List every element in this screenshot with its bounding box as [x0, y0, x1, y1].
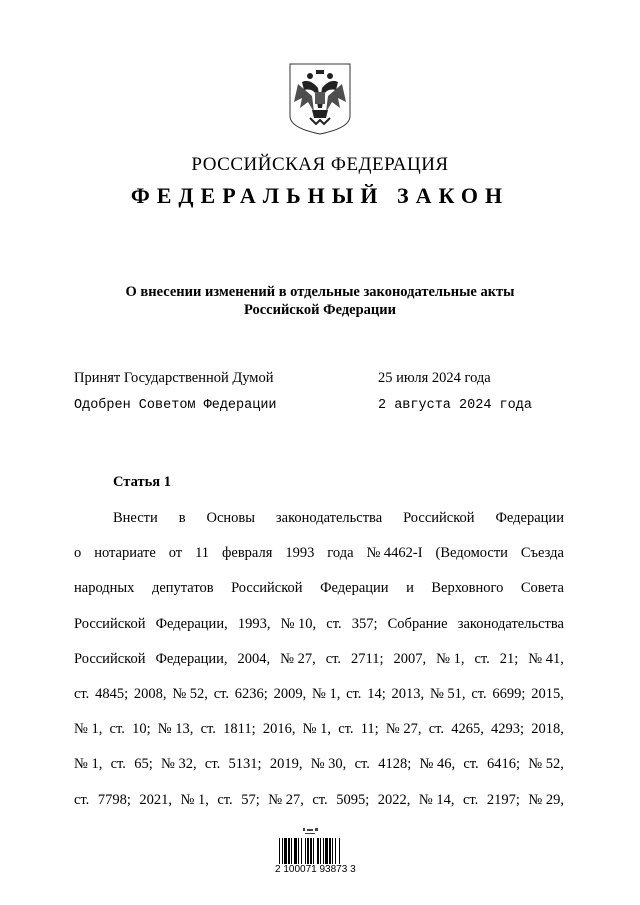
council-approval-date: 2 августа 2024 года	[378, 398, 532, 413]
duma-adoption-label: Принят Государственной Думой	[74, 370, 274, 386]
article-line: ст. 7798; 2021, № 1, ст. 57; № 27, ст. 5095; 2022, № 14, ст. 2197; № 29,	[74, 791, 564, 808]
barcode-number: 2 100071 93873 3	[275, 864, 356, 875]
duma-adoption-date: 25 июля 2024 года	[378, 370, 491, 386]
barcode-icon	[279, 828, 363, 868]
double-headed-eagle-emblem-icon	[288, 62, 352, 136]
law-title-line-2: Российской Федерации	[243, 302, 396, 318]
document-type-heading: ФЕДЕРАЛЬНЫЙ ЗАКОН	[130, 183, 510, 208]
council-approval-label: Одобрен Советом Федерации	[74, 398, 277, 413]
article-line: Внести в Основы законодательства Российской Федерации	[113, 510, 564, 526]
article-body	[74, 508, 564, 825]
article-line: Российской Федерации, 1993, № 10, ст. 357; Собрание законодательства	[74, 615, 564, 632]
article-line: о нотариате от 11 февраля 1993 года № 4462-I (Ведомости Съезда	[74, 545, 564, 562]
article-line: № 1, ст. 10; № 13, ст. 1811; 2016, № 1, ст. 11; № 27, ст. 4265, 4293; 2018,	[74, 721, 564, 738]
law-title-line-1: О внесении изменений в отдельные законодательные акты	[125, 284, 515, 300]
country-heading: РОССИЙСКАЯ ФЕДЕРАЦИЯ	[191, 154, 449, 175]
state-emblem	[288, 62, 352, 136]
article-line: Российской Федерации, 2004, № 27, ст. 2711; 2007, № 1, ст. 21; № 41,	[74, 650, 564, 667]
article-line: ст. 4845; 2008, № 52, ст. 6236; 2009, № 1, ст. 14; 2013, № 51, ст. 6699; 2015,	[74, 685, 564, 702]
article-line: № 1, ст. 65; № 32, ст. 5131; 2019, № 30, ст. 4128; № 46, ст. 6416; № 52,	[74, 756, 564, 773]
article-title: Статья 1	[113, 474, 171, 490]
law-title	[70, 283, 570, 319]
article-line: народных депутатов Российской Федерации и Верховного Совета	[74, 580, 564, 597]
